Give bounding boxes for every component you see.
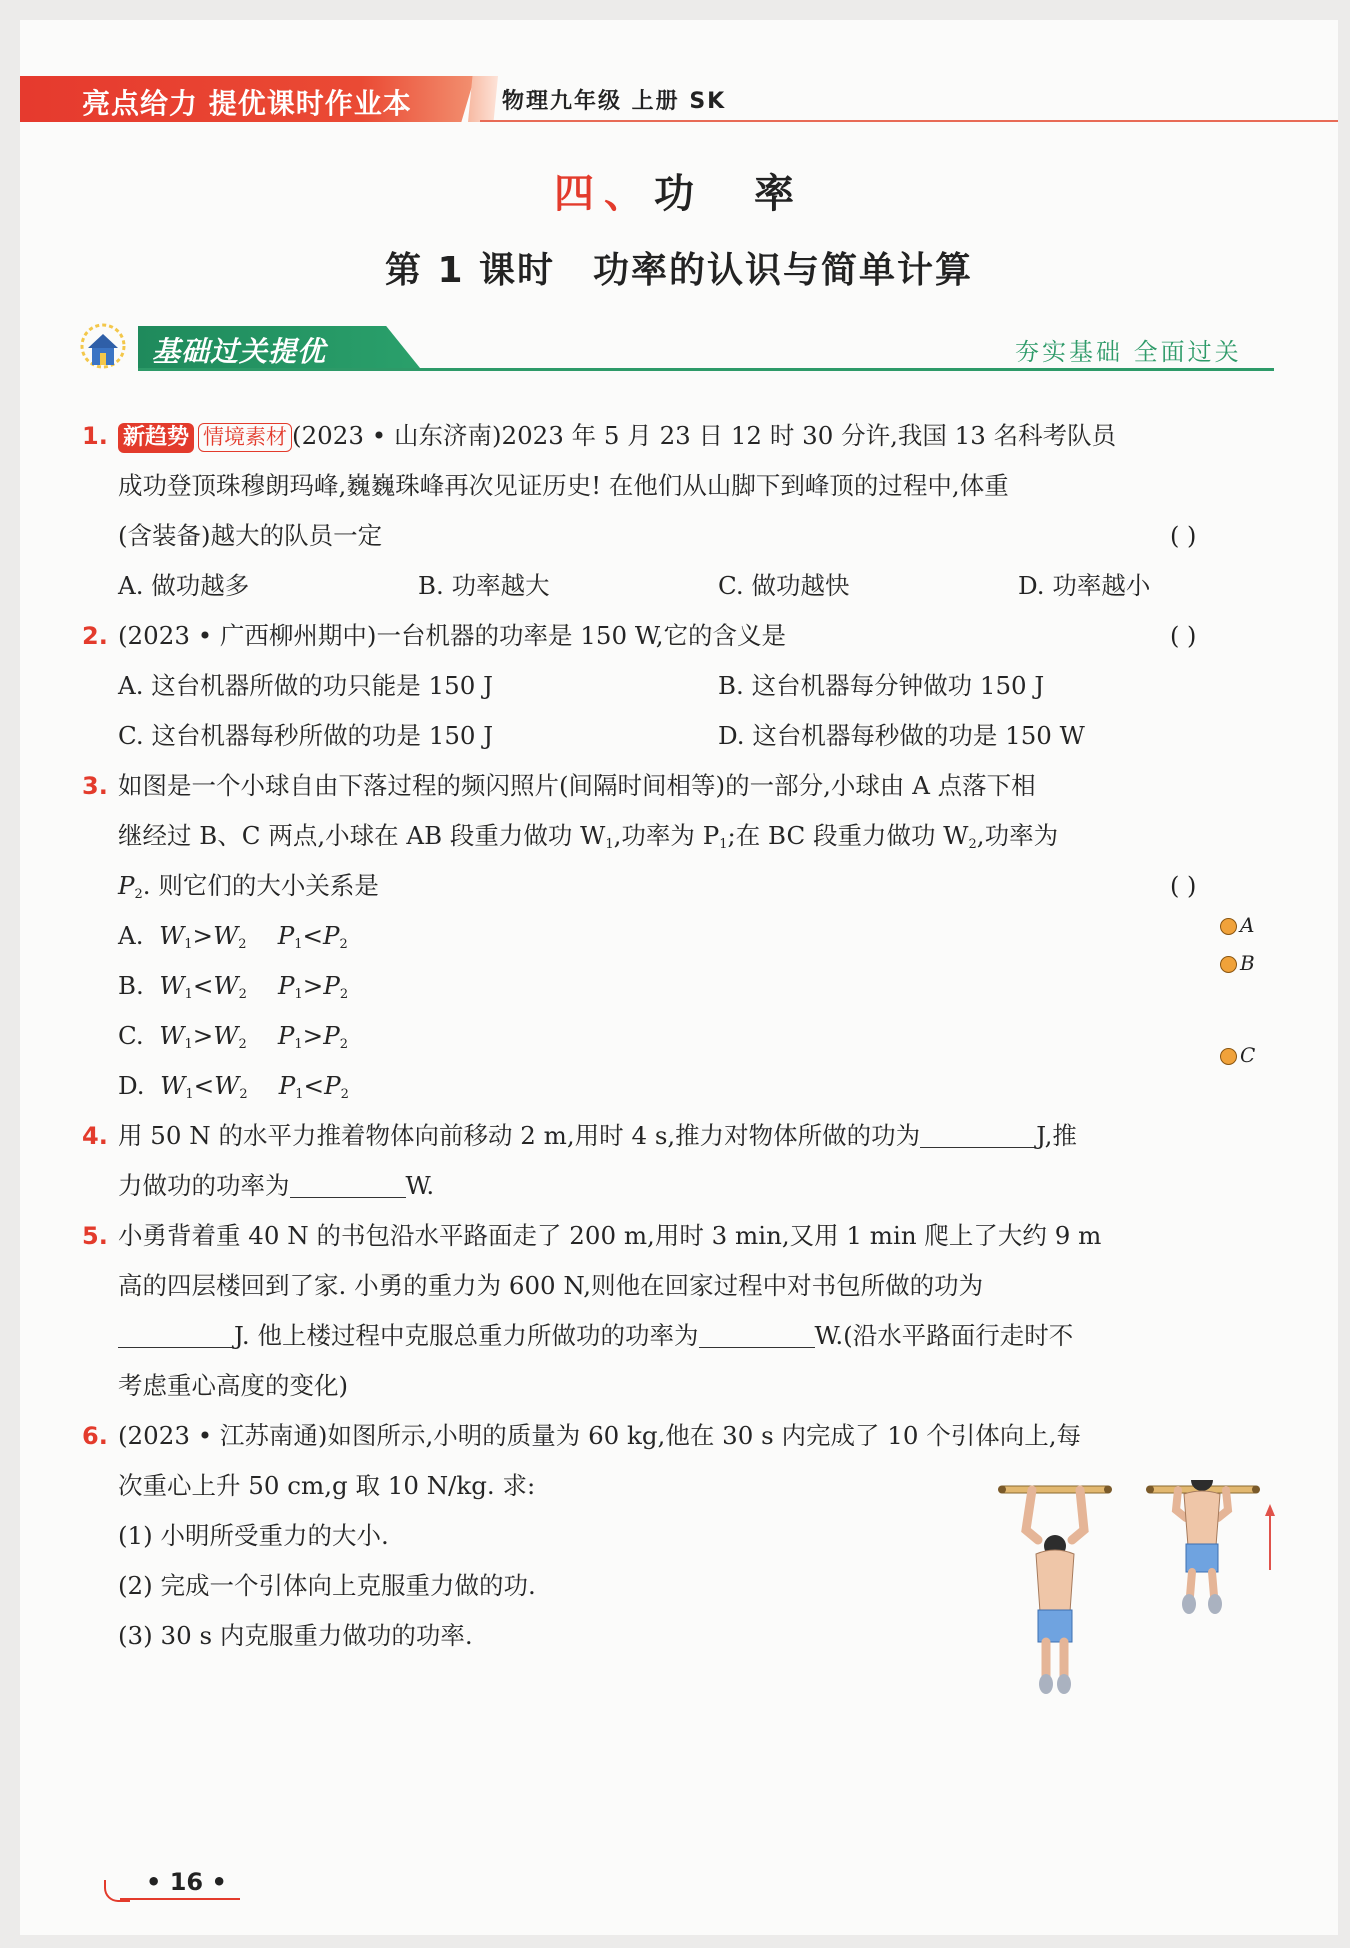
question-text: (2023 • 山东济南)2023 年 5 月 23 日 12 时 30 分许,我国 13 名科考队员 bbox=[292, 421, 1117, 450]
answer-parentheses: ( ) bbox=[1170, 622, 1197, 650]
header-rule bbox=[480, 120, 1338, 122]
question-number: 1. bbox=[82, 422, 108, 450]
chapter-title bbox=[20, 162, 1338, 219]
question-5-line-3: J. 他上楼过程中克服总重力所做功的功率为 W.(沿水平路面行走时不 bbox=[118, 1320, 1073, 1352]
figure-hanging bbox=[998, 1486, 1112, 1695]
point-c-label: C bbox=[1240, 1043, 1256, 1067]
question-4-line-2: 力做功的功率为 W. bbox=[118, 1171, 435, 1200]
figure-pulled-up bbox=[1146, 1480, 1275, 1614]
question-6-sub-2: (2) 完成一个引体向上克服重力做的功. bbox=[118, 1571, 536, 1600]
question-6-line-2: 次重心上升 50 cm,g 取 10 N/kg. 求: bbox=[118, 1471, 536, 1500]
answer-blank[interactable] bbox=[920, 1123, 1036, 1148]
section-motto: 夯实基础 全面过关 bbox=[1015, 338, 1242, 366]
option-c: C. $W_1>W_2$ $P_1>P_2$ bbox=[118, 1021, 348, 1052]
option-c: C. 这台机器每秒所做的功是 150 J bbox=[118, 721, 494, 750]
option-d: D. $W_1<W_2$ $P_1<P_2$ bbox=[118, 1071, 349, 1102]
option-b: B. 这台机器每分钟做功 150 J bbox=[718, 671, 1045, 700]
house-key-icon bbox=[78, 322, 128, 372]
question-1-line-3: (含装备)越大的队员一定 bbox=[118, 521, 383, 550]
answer-blank[interactable] bbox=[290, 1173, 406, 1198]
question-6-sub-3: (3) 30 s 内克服重力做功的功率. bbox=[118, 1621, 473, 1650]
series-title: 亮点给力 提优课时作业本 bbox=[82, 87, 412, 120]
question-5-line-2: 高的四层楼回到了家. 小勇的重力为 600 N,则他在回家过程中对书包所做的功为 bbox=[118, 1271, 984, 1300]
answer-blank[interactable] bbox=[118, 1323, 234, 1348]
lesson-title: 第 1 课时 功率的认识与简单计算 bbox=[384, 250, 974, 291]
question-number: 6. bbox=[82, 1422, 108, 1450]
question-3-line-1: 如图是一个小球自由下落过程的频闪照片(间隔时间相等)的一部分,小球由 A 点落下相 bbox=[118, 771, 1036, 800]
option-a: A. 做功越多 bbox=[118, 571, 250, 600]
question-number: 4. bbox=[82, 1122, 108, 1150]
chapter-number: 四、 bbox=[554, 171, 654, 217]
header-band-tail bbox=[468, 76, 498, 122]
ball-a bbox=[1220, 918, 1237, 935]
question-2-line-1: (2023 • 广西柳州期中)一台机器的功率是 150 W,它的含义是 bbox=[118, 621, 787, 650]
option-d: D. 功率越小 bbox=[1018, 571, 1151, 600]
question-3-line-3: $P_2$. 则它们的大小关系是 bbox=[118, 871, 379, 902]
answer-parentheses: ( ) bbox=[1170, 522, 1197, 550]
ball-b bbox=[1220, 956, 1237, 973]
question-number: 3. bbox=[82, 772, 108, 800]
chapter-name: 功 率 bbox=[654, 171, 804, 217]
question-5-line-4: 考虑重心高度的变化) bbox=[118, 1371, 349, 1400]
answer-blank[interactable] bbox=[699, 1323, 815, 1348]
question-6-line-1: (2023 • 江苏南通)如图所示,小明的质量为 60 kg,他在 30 s 内完成了 10 个引体向上,每 bbox=[118, 1421, 1081, 1450]
option-a: A. $W_1>W_2$ $P_1<P_2$ bbox=[118, 921, 348, 952]
point-a-label: A bbox=[1240, 913, 1255, 937]
section-rule bbox=[138, 368, 1274, 371]
pull-up-illustration bbox=[980, 1480, 1280, 1710]
question-number: 2. bbox=[82, 622, 108, 650]
point-b-label: B bbox=[1240, 951, 1255, 975]
question-6-sub-1: (1) 小明所受重力的大小. bbox=[118, 1521, 389, 1550]
option-d: D. 这台机器每秒做的功是 150 W bbox=[718, 721, 1085, 750]
option-c: C. 做功越快 bbox=[718, 571, 850, 600]
option-b: B. $W_1<W_2$ $P_1>P_2$ bbox=[118, 971, 349, 1002]
page-number: • 16 • bbox=[146, 1868, 227, 1896]
page bbox=[20, 20, 1338, 1935]
question-5-line-1: 小勇背着重 40 N 的书包沿水平路面走了 200 m,用时 3 min,又用 1 min 爬上了大约 9 m bbox=[118, 1221, 1102, 1250]
answer-parentheses: ( ) bbox=[1170, 872, 1197, 900]
question-1-line-1 bbox=[118, 420, 1116, 453]
book-info: 物理九年级 上册 SK bbox=[502, 89, 727, 114]
question-3-line-2: 继经过 B、C 两点,小球在 AB 段重力做功 $W_1$,功率为 $P_1$;在 BC 段重力做功 $W_2$,功率为 bbox=[118, 821, 1059, 852]
context-tag: 情境素材 bbox=[198, 423, 292, 452]
section-label: 基础过关提优 bbox=[152, 335, 327, 368]
option-b: B. 功率越大 bbox=[418, 571, 550, 600]
footer-rule bbox=[120, 1898, 240, 1900]
question-4-line-1: 用 50 N 的水平力推着物体向前移动 2 m,用时 4 s,推力对物体所做的功为 J,推 bbox=[118, 1121, 1077, 1150]
ball-c bbox=[1220, 1048, 1237, 1065]
trend-tag: 新趋势 bbox=[118, 423, 194, 453]
question-number: 5. bbox=[82, 1222, 108, 1250]
question-1-line-2: 成功登顶珠穆朗玛峰,巍巍珠峰再次见证历史! 在他们从山脚下到峰顶的过程中,体重 bbox=[118, 471, 1009, 500]
option-a: A. 这台机器所做的功只能是 150 J bbox=[118, 671, 493, 700]
